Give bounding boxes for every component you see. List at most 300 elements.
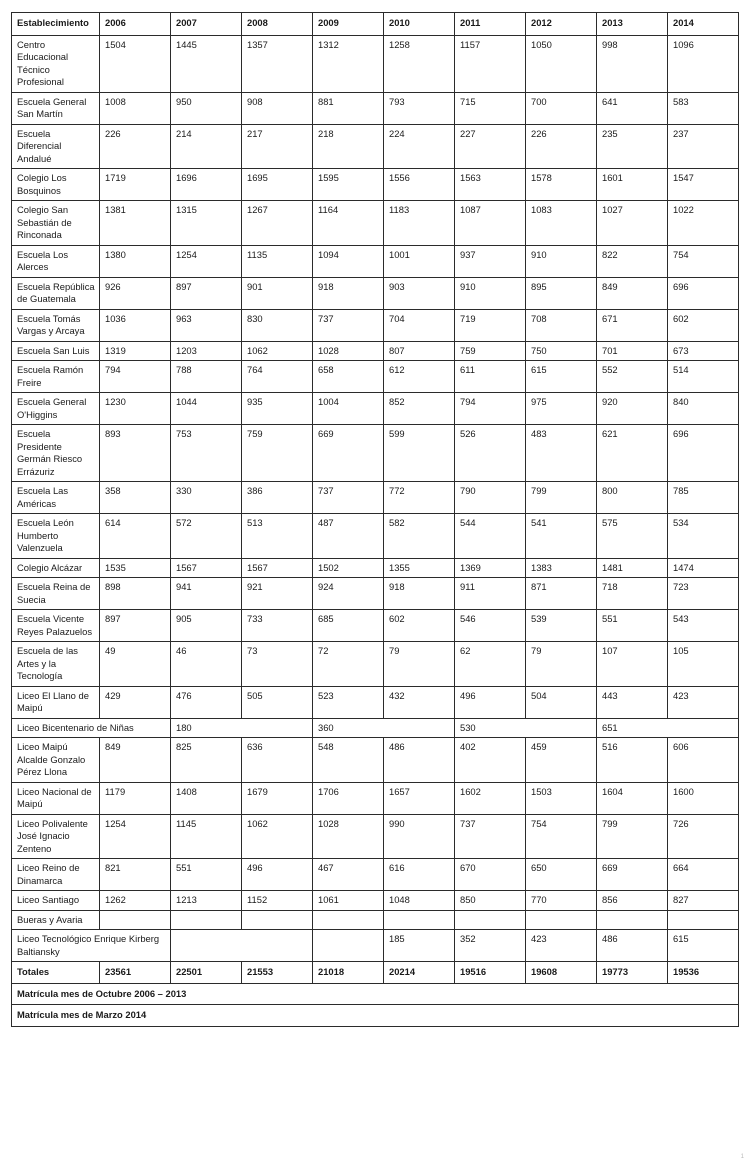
cell-2006: 1254 [100, 814, 171, 859]
table-row-tecnologico [12, 930, 739, 962]
note-marzo: Matrícula mes de Marzo 2014 [12, 1005, 739, 1027]
cell-2011: 715 [455, 92, 526, 124]
cell-2008: 1357 [242, 35, 313, 92]
cell-2011: 62 [455, 642, 526, 687]
cell-2013: 1604 [597, 782, 668, 814]
cell-2008: 636 [242, 738, 313, 783]
cell-2008: 830 [242, 309, 313, 341]
totals-2013: 19773 [597, 962, 668, 984]
cell-2006: 1179 [100, 782, 171, 814]
cell-2006: 1535 [100, 558, 171, 578]
cell-2013: 551 [597, 610, 668, 642]
cell-2011: 1087 [455, 201, 526, 246]
cell-2006: 1008 [100, 92, 171, 124]
table-row [12, 361, 739, 393]
row-label: Liceo Santiago [12, 891, 100, 911]
cell-2010: 772 [384, 482, 455, 514]
row-label: Escuela Vicente Reyes Palazuelos [12, 610, 100, 642]
cell-2012: 226 [526, 124, 597, 169]
cell-2010: 599 [384, 425, 455, 482]
table-row [12, 124, 739, 169]
cell-2013: 1481 [597, 558, 668, 578]
cell-2013: 701 [597, 341, 668, 361]
cell-2009: 467 [313, 859, 384, 891]
cell-2012: 700 [526, 92, 597, 124]
cell-2014: 723 [668, 578, 739, 610]
cell-2009-empty [313, 930, 384, 962]
cell-2007: 1315 [171, 201, 242, 246]
cell-2007: 1567 [171, 558, 242, 578]
cell-2012: 423 [526, 930, 597, 962]
cell-2009: 523 [313, 686, 384, 718]
cell-2006: 226 [100, 124, 171, 169]
row-label: Escuela Los Alerces [12, 245, 100, 277]
cell-2011: 496 [455, 686, 526, 718]
cell-2009: 669 [313, 425, 384, 482]
cell-2009: 548 [313, 738, 384, 783]
cell-2009: 1004 [313, 393, 384, 425]
table-row [12, 309, 739, 341]
totals-2006: 23561 [100, 962, 171, 984]
row-label: Colegio San Sebastián de Rinconada [12, 201, 100, 246]
totals-2007: 22501 [171, 962, 242, 984]
cell-2009: 881 [313, 92, 384, 124]
cell-2011: 1369 [455, 558, 526, 578]
cell-2010: 793 [384, 92, 455, 124]
cell-2014: 1474 [668, 558, 739, 578]
table-row [12, 686, 739, 718]
cell-2007: 1044 [171, 393, 242, 425]
table-row-note [12, 983, 739, 1005]
cell-2009: 918 [313, 277, 384, 309]
cell-2014: 615 [668, 930, 739, 962]
cell-2009: 218 [313, 124, 384, 169]
cell-2013: 849 [597, 277, 668, 309]
cell-2014: 754 [668, 245, 739, 277]
cell-2008: 496 [242, 859, 313, 891]
cell-2012: 975 [526, 393, 597, 425]
row-label: Bueras y Avaria [12, 910, 100, 930]
row-label: Escuela General O'Higgins [12, 393, 100, 425]
table-row [12, 782, 739, 814]
cell-2007: 1213 [171, 891, 242, 911]
row-label: Liceo Bicentenario de Niñas [12, 718, 171, 738]
cell-2006: 49 [100, 642, 171, 687]
cell-2011-2012: 530 [455, 718, 597, 738]
table-row [12, 738, 739, 783]
column-header-establecimiento: Establecimiento [12, 13, 100, 36]
cell-2011: 544 [455, 514, 526, 559]
row-label: Escuela Tomás Vargas y Arcaya [12, 309, 100, 341]
cell-2007: 1203 [171, 341, 242, 361]
enrollment-table [11, 12, 739, 1027]
cell-2008: 1062 [242, 341, 313, 361]
table-row [12, 201, 739, 246]
cell-2014: 105 [668, 642, 739, 687]
cell-2011: 352 [455, 930, 526, 962]
cell-2009: 924 [313, 578, 384, 610]
cell-2006: 893 [100, 425, 171, 482]
cell-2014: 696 [668, 277, 739, 309]
totals-2010: 20214 [384, 962, 455, 984]
cell-2011: 546 [455, 610, 526, 642]
totals-2009: 21018 [313, 962, 384, 984]
cell-2012: 650 [526, 859, 597, 891]
cell-2013: 671 [597, 309, 668, 341]
cell-2009: 1028 [313, 814, 384, 859]
cell-2010: 1001 [384, 245, 455, 277]
cell-2010 [384, 910, 455, 930]
cell-2007-2008: 180 [171, 718, 313, 738]
cell-2008: 386 [242, 482, 313, 514]
cell-2007: 897 [171, 277, 242, 309]
cell-2013-2014: 651 [597, 718, 739, 738]
cell-2014: 840 [668, 393, 739, 425]
cell-2007: 963 [171, 309, 242, 341]
cell-2011: 1563 [455, 169, 526, 201]
cell-2010: 432 [384, 686, 455, 718]
cell-2006: 849 [100, 738, 171, 783]
column-header-2014: 2014 [668, 13, 739, 36]
cell-2013: 800 [597, 482, 668, 514]
cell-2014: 827 [668, 891, 739, 911]
totals-2012: 19608 [526, 962, 597, 984]
cell-2014: 583 [668, 92, 739, 124]
column-header-2006: 2006 [100, 13, 171, 36]
cell-2010: 990 [384, 814, 455, 859]
cell-2008: 73 [242, 642, 313, 687]
cell-2010: 486 [384, 738, 455, 783]
cell-2009: 1595 [313, 169, 384, 201]
cell-2012 [526, 910, 597, 930]
cell-2012: 541 [526, 514, 597, 559]
cell-2009: 658 [313, 361, 384, 393]
cell-2013: 107 [597, 642, 668, 687]
cell-2014: 606 [668, 738, 739, 783]
cell-2006: 1262 [100, 891, 171, 911]
cell-2007: 905 [171, 610, 242, 642]
cell-2012: 895 [526, 277, 597, 309]
row-label: Liceo Tecnológico Enrique Kirberg Baltiansky [12, 930, 171, 962]
cell-2013 [597, 910, 668, 930]
cell-2008: 1135 [242, 245, 313, 277]
cell-2013: 1601 [597, 169, 668, 201]
cell-2011: 910 [455, 277, 526, 309]
cell-2012: 459 [526, 738, 597, 783]
table-row-note [12, 1005, 739, 1027]
cell-2006 [100, 910, 171, 930]
cell-2010: 1048 [384, 891, 455, 911]
table-header [12, 13, 739, 36]
cell-2007: 1408 [171, 782, 242, 814]
cell-2012: 799 [526, 482, 597, 514]
cell-2006: 1719 [100, 169, 171, 201]
cell-2012: 504 [526, 686, 597, 718]
table-row [12, 245, 739, 277]
table-row [12, 514, 739, 559]
cell-2011: 911 [455, 578, 526, 610]
cell-2011: 1602 [455, 782, 526, 814]
cell-2012: 1383 [526, 558, 597, 578]
column-header-2010: 2010 [384, 13, 455, 36]
cell-2008: 1679 [242, 782, 313, 814]
row-label: Liceo Maipú Alcalde Gonzalo Pérez Llona [12, 738, 100, 783]
cell-2014: 1096 [668, 35, 739, 92]
cell-2007: 46 [171, 642, 242, 687]
cell-2009: 1502 [313, 558, 384, 578]
cell-2011: 737 [455, 814, 526, 859]
table-row [12, 425, 739, 482]
totals-2008: 21553 [242, 962, 313, 984]
cell-2014: 543 [668, 610, 739, 642]
row-label: Liceo Nacional de Maipú [12, 782, 100, 814]
table-row [12, 891, 739, 911]
cell-2010: 852 [384, 393, 455, 425]
totals-2014: 19536 [668, 962, 739, 984]
cell-2008: 505 [242, 686, 313, 718]
row-label: Escuela Presidente Germán Riesco Errázuriz [12, 425, 100, 482]
column-header-2008: 2008 [242, 13, 313, 36]
cell-2011: 611 [455, 361, 526, 393]
cell-2012: 1578 [526, 169, 597, 201]
cell-2013: 575 [597, 514, 668, 559]
cell-2011: 937 [455, 245, 526, 277]
cell-2007: 1696 [171, 169, 242, 201]
cell-2012: 483 [526, 425, 597, 482]
column-header-2007: 2007 [171, 13, 242, 36]
table-row [12, 169, 739, 201]
cell-2008: 764 [242, 361, 313, 393]
table-row [12, 341, 739, 361]
cell-2011: 670 [455, 859, 526, 891]
cell-2010: 602 [384, 610, 455, 642]
cell-2011: 790 [455, 482, 526, 514]
cell-2014: 534 [668, 514, 739, 559]
cell-2008: 921 [242, 578, 313, 610]
cell-2011 [455, 910, 526, 930]
cell-2006: 614 [100, 514, 171, 559]
cell-2007: 572 [171, 514, 242, 559]
cell-2014: 237 [668, 124, 739, 169]
table-row-totals [12, 962, 739, 984]
cell-2008: 733 [242, 610, 313, 642]
table-row-bicentenario [12, 718, 739, 738]
cell-2009: 737 [313, 309, 384, 341]
cell-2007: 950 [171, 92, 242, 124]
cell-2013: 552 [597, 361, 668, 393]
cell-2014: 514 [668, 361, 739, 393]
cell-2006: 821 [100, 859, 171, 891]
cell-2007 [171, 910, 242, 930]
cell-2013: 235 [597, 124, 668, 169]
cell-2011: 794 [455, 393, 526, 425]
row-label: Colegio Los Bosquinos [12, 169, 100, 201]
cell-2010: 903 [384, 277, 455, 309]
cell-2012: 1050 [526, 35, 597, 92]
column-header-2011: 2011 [455, 13, 526, 36]
cell-2008: 1695 [242, 169, 313, 201]
cell-2008: 901 [242, 277, 313, 309]
cell-2009-2010: 360 [313, 718, 455, 738]
row-label: Escuela República de Guatemala [12, 277, 100, 309]
cell-2008: 513 [242, 514, 313, 559]
cell-2007: 753 [171, 425, 242, 482]
cell-2007: 941 [171, 578, 242, 610]
cell-2012: 871 [526, 578, 597, 610]
cell-2013: 799 [597, 814, 668, 859]
cell-2014: 1600 [668, 782, 739, 814]
row-label: Colegio Alcázar [12, 558, 100, 578]
cell-2012: 770 [526, 891, 597, 911]
cell-2009: 1061 [313, 891, 384, 911]
cell-2010: 1258 [384, 35, 455, 92]
row-label: Liceo Polivalente José Ignacio Zenteno [12, 814, 100, 859]
page-marker: 1 [740, 1154, 744, 1160]
cell-2006: 358 [100, 482, 171, 514]
cell-2010: 185 [384, 930, 455, 962]
totals-2011: 19516 [455, 962, 526, 984]
table-row [12, 610, 739, 642]
cell-2010: 224 [384, 124, 455, 169]
cell-2011: 526 [455, 425, 526, 482]
cell-2013: 443 [597, 686, 668, 718]
cell-2006: 897 [100, 610, 171, 642]
cell-2009: 1028 [313, 341, 384, 361]
cell-2008: 1152 [242, 891, 313, 911]
cell-2009: 1094 [313, 245, 384, 277]
cell-2007: 825 [171, 738, 242, 783]
cell-2013: 998 [597, 35, 668, 92]
cell-2013: 486 [597, 930, 668, 962]
cell-2013: 718 [597, 578, 668, 610]
cell-2007: 551 [171, 859, 242, 891]
cell-2009: 1706 [313, 782, 384, 814]
cell-2008: 908 [242, 92, 313, 124]
cell-2008: 1062 [242, 814, 313, 859]
cell-2010: 1556 [384, 169, 455, 201]
cell-2013: 920 [597, 393, 668, 425]
row-label: Escuela San Luis [12, 341, 100, 361]
cell-2013: 1027 [597, 201, 668, 246]
cell-2008: 1267 [242, 201, 313, 246]
cell-2013: 516 [597, 738, 668, 783]
cell-2009: 72 [313, 642, 384, 687]
column-header-2013: 2013 [597, 13, 668, 36]
row-label: Escuela General San Martín [12, 92, 100, 124]
cell-2007: 1145 [171, 814, 242, 859]
cell-2012: 539 [526, 610, 597, 642]
table-row [12, 482, 739, 514]
table-row [12, 578, 739, 610]
cell-2007: 1445 [171, 35, 242, 92]
cell-2014 [668, 910, 739, 930]
cell-2011: 719 [455, 309, 526, 341]
cell-2006: 794 [100, 361, 171, 393]
cell-2006: 926 [100, 277, 171, 309]
cell-2007-2008-empty [171, 930, 313, 962]
cell-2008: 935 [242, 393, 313, 425]
cell-2012: 1083 [526, 201, 597, 246]
cell-2013: 641 [597, 92, 668, 124]
note-octubre: Matrícula mes de Octubre 2006 – 2013 [12, 983, 739, 1005]
row-label: Liceo El Llano de Maipú [12, 686, 100, 718]
row-label: Escuela Las Américas [12, 482, 100, 514]
cell-2006: 1381 [100, 201, 171, 246]
row-label: Escuela León Humberto Valenzuela [12, 514, 100, 559]
row-label: Centro Educacional Técnico Profesional [12, 35, 100, 92]
cell-2010: 1355 [384, 558, 455, 578]
table-row [12, 642, 739, 687]
cell-2006: 429 [100, 686, 171, 718]
table-row [12, 35, 739, 92]
cell-2010: 807 [384, 341, 455, 361]
cell-2012: 1503 [526, 782, 597, 814]
cell-2006: 1319 [100, 341, 171, 361]
row-label: Escuela Diferencial Andalué [12, 124, 100, 169]
cell-2006: 1230 [100, 393, 171, 425]
table-row [12, 859, 739, 891]
row-label: Escuela de las Artes y la Tecnología [12, 642, 100, 687]
cell-2006: 1380 [100, 245, 171, 277]
cell-2010: 616 [384, 859, 455, 891]
cell-2013: 822 [597, 245, 668, 277]
cell-2010: 1657 [384, 782, 455, 814]
cell-2007: 330 [171, 482, 242, 514]
cell-2010: 79 [384, 642, 455, 687]
cell-2012: 615 [526, 361, 597, 393]
cell-2013: 621 [597, 425, 668, 482]
cell-2010: 704 [384, 309, 455, 341]
cell-2012: 750 [526, 341, 597, 361]
cell-2009: 1164 [313, 201, 384, 246]
cell-2014: 1022 [668, 201, 739, 246]
header-row [12, 13, 739, 36]
cell-2006: 898 [100, 578, 171, 610]
cell-2008: 217 [242, 124, 313, 169]
column-header-2009: 2009 [313, 13, 384, 36]
cell-2011: 850 [455, 891, 526, 911]
table-body [12, 35, 739, 1026]
cell-2014: 673 [668, 341, 739, 361]
column-header-2012: 2012 [526, 13, 597, 36]
cell-2014: 1547 [668, 169, 739, 201]
cell-2013: 856 [597, 891, 668, 911]
cell-2012: 79 [526, 642, 597, 687]
table-row [12, 277, 739, 309]
cell-2012: 910 [526, 245, 597, 277]
cell-2011: 402 [455, 738, 526, 783]
cell-2013: 669 [597, 859, 668, 891]
cell-2014: 726 [668, 814, 739, 859]
cell-2014: 664 [668, 859, 739, 891]
cell-2011: 227 [455, 124, 526, 169]
table-row [12, 814, 739, 859]
cell-2014: 785 [668, 482, 739, 514]
table-row [12, 393, 739, 425]
cell-2009: 685 [313, 610, 384, 642]
cell-2008 [242, 910, 313, 930]
cell-2007: 788 [171, 361, 242, 393]
row-label: Escuela Reina de Suecia [12, 578, 100, 610]
cell-2010: 582 [384, 514, 455, 559]
row-label: Liceo Reino de Dinamarca [12, 859, 100, 891]
cell-2012: 754 [526, 814, 597, 859]
cell-2014: 423 [668, 686, 739, 718]
cell-2009: 1312 [313, 35, 384, 92]
cell-2014: 602 [668, 309, 739, 341]
table-row [12, 558, 739, 578]
cell-2011: 1157 [455, 35, 526, 92]
